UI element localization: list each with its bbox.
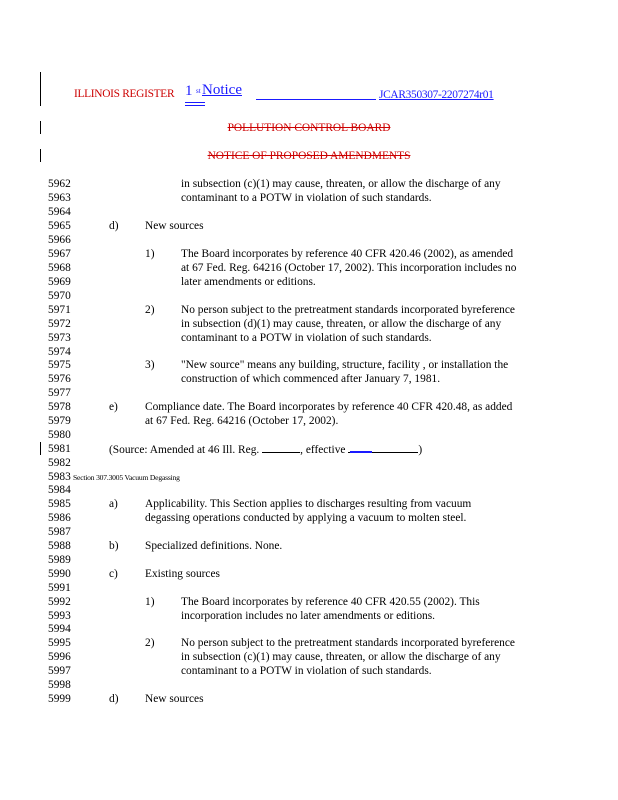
line-number: 5975 bbox=[48, 359, 71, 371]
jcar-code: JCAR350307-2207274r01 bbox=[379, 89, 494, 101]
line-number: 5965 bbox=[48, 220, 71, 232]
body-line: No person subject to the pretreatment standards incorporated byreference bbox=[181, 637, 515, 649]
line-number: 5991 bbox=[48, 582, 71, 594]
body-line: at 67 Fed. Reg. 64216 (October 17, 2002). bbox=[145, 415, 339, 427]
subsection-marker: c) bbox=[109, 568, 118, 580]
line-number: 5989 bbox=[48, 554, 71, 566]
line-number: 5985 bbox=[48, 498, 71, 510]
line-number: 5964 bbox=[48, 206, 71, 218]
line-number: 5990 bbox=[48, 568, 71, 580]
line-number: 5969 bbox=[48, 276, 71, 288]
line-number: 5982 bbox=[48, 457, 71, 469]
body-line: construction of which commenced after January 7, 1981. bbox=[181, 373, 441, 385]
notice-number-suffix: st bbox=[196, 87, 201, 95]
inserted-mark bbox=[350, 451, 372, 453]
line-number: 5988 bbox=[48, 540, 71, 552]
paragraph-marker: 1) bbox=[145, 248, 155, 260]
body-line: The Board incorporates by reference 40 CFR 420.55 (2002). This bbox=[181, 596, 480, 608]
line-number: 5980 bbox=[48, 429, 71, 441]
line-number: 5974 bbox=[48, 346, 71, 358]
source-note bbox=[109, 442, 422, 457]
body-line: in subsection (c)(1) may cause, threaten, or allow the discharge of any bbox=[181, 651, 501, 663]
body-line: in subsection (d)(1) may cause, threaten, or allow the discharge of any bbox=[181, 318, 502, 330]
line-number: 5976 bbox=[48, 373, 71, 385]
source-note-close: ) bbox=[418, 444, 423, 456]
header-rule bbox=[256, 99, 376, 100]
line-number: 5979 bbox=[48, 415, 71, 427]
body-line: "New source" means any building, structure, facility , or installation the bbox=[181, 359, 509, 371]
subsection-marker: b) bbox=[109, 540, 119, 552]
body-line: Compliance date. The Board incorporates by reference 40 CFR 420.48, as added bbox=[145, 401, 513, 413]
line-number: 5981 bbox=[48, 443, 71, 455]
body-line: degassing operations conducted by applying a vacuum to molten steel. bbox=[145, 512, 467, 524]
paragraph-marker: 2) bbox=[145, 304, 155, 316]
line-number: 5995 bbox=[48, 637, 71, 649]
line-number: 5992 bbox=[48, 596, 71, 608]
line-number: 5963 bbox=[48, 192, 71, 204]
paragraph-marker: 3) bbox=[145, 359, 155, 371]
subsection-marker: a) bbox=[109, 498, 118, 510]
line-number: 5966 bbox=[48, 234, 71, 246]
line-number: 5986 bbox=[48, 512, 71, 524]
line-number: 5973 bbox=[48, 332, 71, 344]
line-number: 5994 bbox=[48, 623, 71, 635]
blank-field bbox=[262, 442, 300, 453]
line-number: 5987 bbox=[48, 526, 71, 538]
change-bar bbox=[40, 72, 41, 106]
line-number: 5972 bbox=[48, 318, 71, 330]
body-line: Applicability. This Section applies to discharges resulting from vacuum bbox=[145, 498, 472, 510]
line-number: 5997 bbox=[48, 665, 71, 677]
board-name: POLLUTION CONTROL BOARD bbox=[227, 122, 391, 134]
line-number: 5962 bbox=[48, 178, 71, 190]
subsection-heading: New sources bbox=[145, 220, 204, 232]
register-name: ILLINOIS REGISTER bbox=[74, 88, 175, 100]
line-number: 5967 bbox=[48, 248, 71, 260]
body-line: contaminant to a POTW in violation of such standards. bbox=[181, 332, 432, 344]
notice-label: Notice bbox=[202, 82, 242, 98]
body-line: Specialized definitions. None. bbox=[145, 540, 283, 552]
line-number: 5998 bbox=[48, 679, 71, 691]
subsection-marker: d) bbox=[109, 220, 119, 232]
line-number: 5971 bbox=[48, 304, 71, 316]
change-bar bbox=[40, 442, 41, 455]
subsection-heading: Existing sources bbox=[145, 568, 220, 580]
line-number: 5984 bbox=[48, 484, 71, 496]
body-line: No person subject to the pretreatment standards incorporated byreference bbox=[181, 304, 515, 316]
register-header bbox=[74, 84, 524, 110]
line-number: 5970 bbox=[48, 290, 71, 302]
body-line: contaminant to a POTW in violation of such standards. bbox=[181, 192, 432, 204]
source-note-effective: , effective bbox=[300, 444, 346, 456]
source-note-prefix: (Source: Amended at 46 Ill. Reg. bbox=[109, 444, 260, 456]
body-line: at 67 Fed. Reg. 64216 (October 17, 2002). This incorporation includes no bbox=[181, 262, 517, 274]
line-number: 5983 bbox=[48, 471, 71, 483]
line-number: 5996 bbox=[48, 651, 71, 663]
section-heading: Section 307.3005 Vacuum Degassing bbox=[73, 473, 180, 482]
double-underline bbox=[185, 102, 205, 106]
body-line: later amendments or editions. bbox=[181, 276, 316, 288]
body-line: contaminant to a POTW in violation of such standards. bbox=[181, 665, 432, 677]
subsection-heading: New sources bbox=[145, 693, 204, 705]
subsection-marker: d) bbox=[109, 693, 119, 705]
blank-field bbox=[348, 442, 418, 453]
line-number: 5999 bbox=[48, 693, 71, 705]
line-number: 5993 bbox=[48, 610, 71, 622]
body-line: The Board incorporates by reference 40 CFR 420.46 (2002), as amended bbox=[181, 248, 514, 260]
body-line: incorporation includes no later amendments or editions. bbox=[181, 610, 436, 622]
subsection-marker: e) bbox=[109, 401, 118, 413]
line-number: 5978 bbox=[48, 401, 71, 413]
notice-number: 1 bbox=[185, 83, 193, 99]
line-number: 5977 bbox=[48, 387, 71, 399]
notice-title: NOTICE OF PROPOSED AMENDMENTS bbox=[207, 150, 411, 162]
paragraph-marker: 1) bbox=[145, 596, 155, 608]
body-line: in subsection (c)(1) may cause, threaten, or allow the discharge of any bbox=[181, 178, 501, 190]
paragraph-marker: 2) bbox=[145, 637, 155, 649]
line-number: 5968 bbox=[48, 262, 71, 274]
